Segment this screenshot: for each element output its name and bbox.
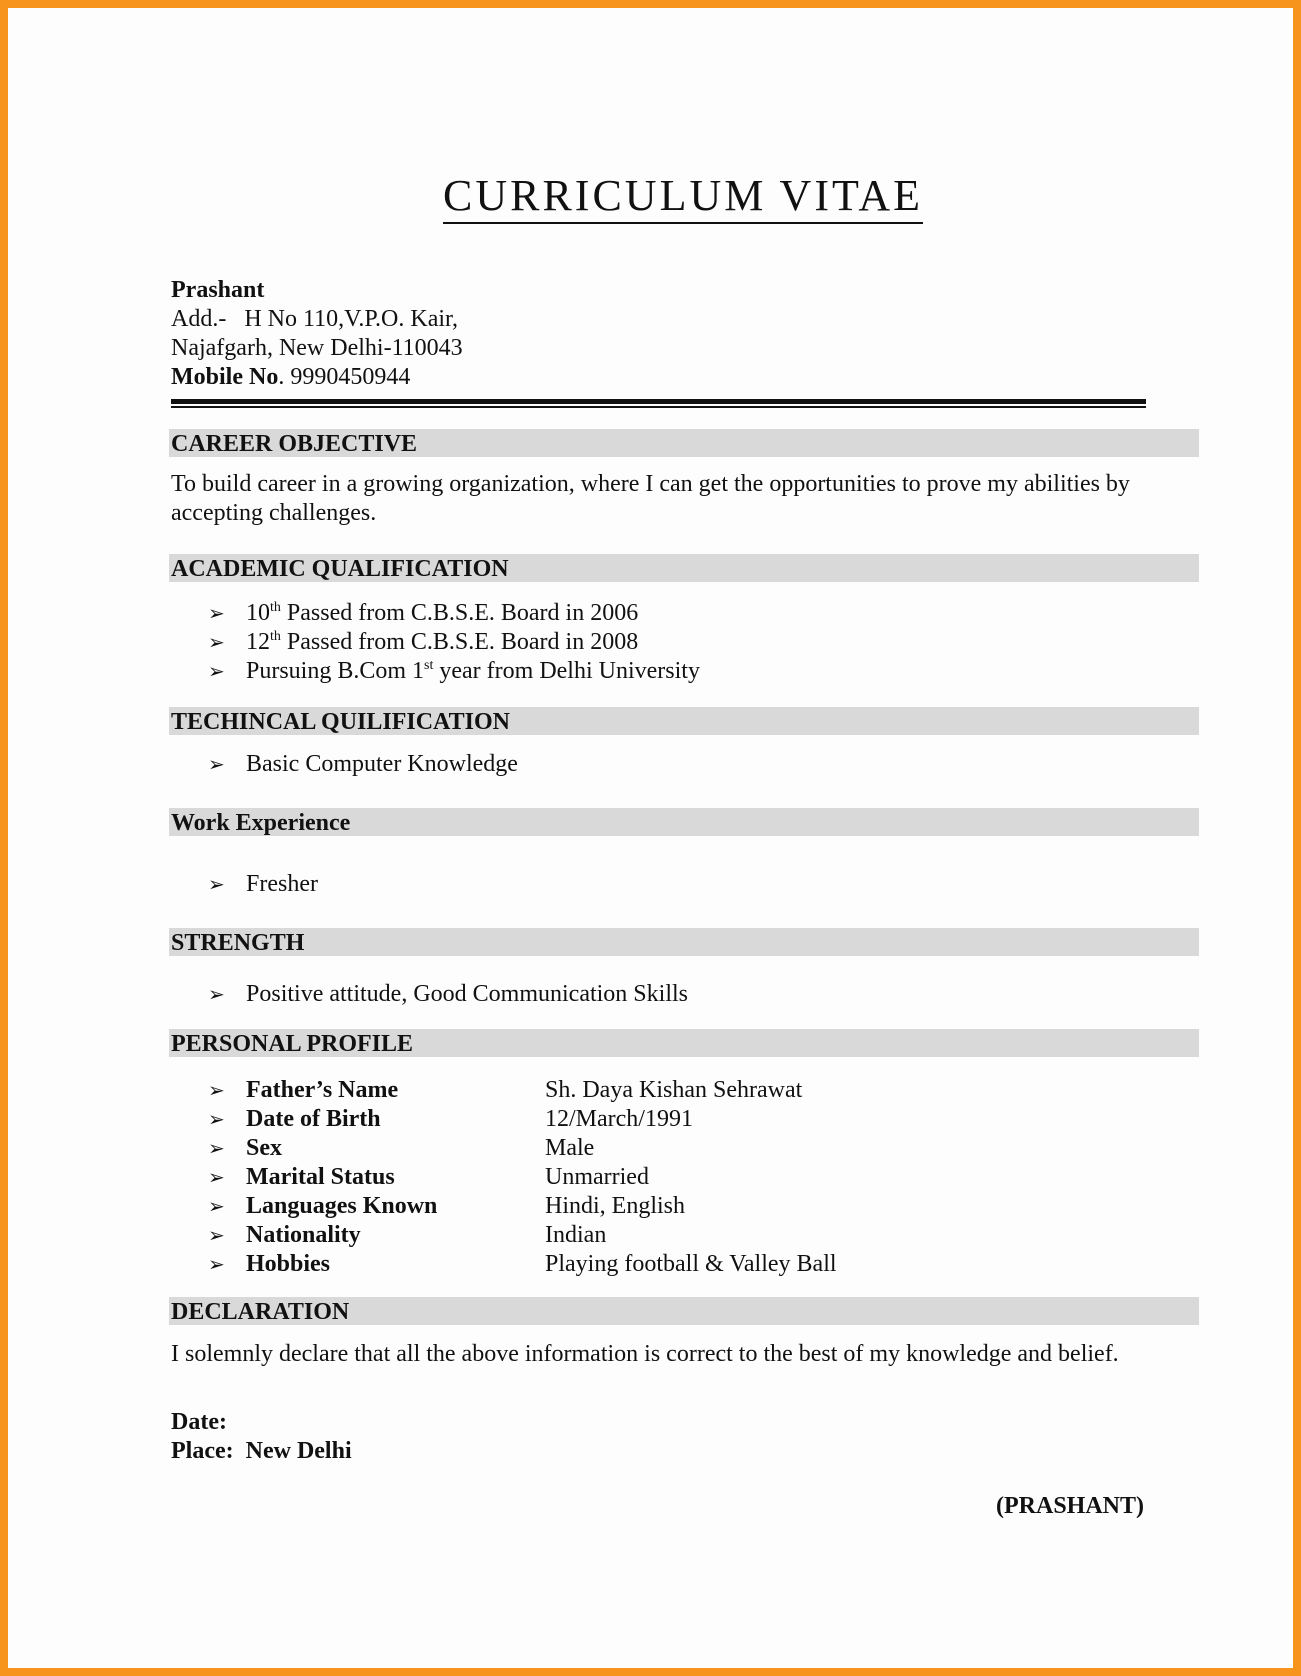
header-divider [171,399,1146,408]
date-label: Date: [171,1409,227,1435]
arrow-bullet-icon: ➢ [208,1165,225,1189]
list-item: ➢ Positive attitude, Good Communication Skills [208,981,688,1007]
list-item: ➢ 12th Passed from C.B.S.E. Board in 2008 [208,629,639,655]
list-item: ➢ Fresher [208,871,318,897]
arrow-bullet-icon: ➢ [208,1136,225,1160]
place-line: Place: New Delhi [171,1438,352,1464]
list-item: ➢ Basic Computer Knowledge [208,751,518,777]
address-line-1: Add.- H No 110,V.P.O. Kair, [171,306,459,332]
declaration-text: I solemnly declare that all the above information is correct to the best of my knowledge and belief. [171,1341,1119,1367]
candidate-name: Prashant [171,277,265,303]
resume-page: CURRICULUM VITAE Prashant Add.- H No 110,V.P.O. Kair, Najafgarh, New Delhi-110043 Mobile No. 9990450944 CAREER OBJECTIVE To build career in a growing organization, where I can get the opportunities to prove my abilities by accepting challenges. ACADEMIC QUALIFICATION ➢ 10th Passed from C.B.S.E. Board in 2006 ➢ 12th Passed from C.B.S.E. Board in 2008 ➢ Pursuing B.Com 1st year from Delhi University TECHINCAL QUILIFICATION ➢ Basic Computer Knowledge Work Experience ➢ Fresher STRENGTH ➢ Positive attitude, Good Communication Skills PERSONAL PROFILE ➢ Father’s Name Sh. Daya Kishan Sehrawat ➢ Date of Birth 12/March/1991 ➢ Sex Male ➢ Marital Status Unmarried ➢ Languages Known Hindi, English ➢ Nationality Indian ➢ Hobbies Playing football & Valley Ball DECLARATION I solemnly declare that all the above information is correct to the best of my knowledge and belief. Date: Place: New Delhi (PRASHANT) [8,8,1293,1668]
arrow-bullet-icon: ➢ [208,601,225,625]
arrow-bullet-icon: ➢ [208,630,225,654]
list-item: ➢ Pursuing B.Com 1st year from Delhi University [208,658,700,684]
section-heading-academic: ACADEMIC QUALIFICATION [169,554,1199,582]
academic-list [208,599,700,686]
section-heading-declaration: DECLARATION [169,1297,1199,1325]
arrow-bullet-icon: ➢ [208,1078,225,1102]
work-list [208,870,318,899]
technical-list [208,750,518,779]
arrow-bullet-icon: ➢ [208,1194,225,1218]
date-place-block [171,1408,352,1466]
document-title: CURRICULUM VITAE [8,170,1301,221]
section-heading-work: Work Experience [169,808,1199,836]
strength-list [208,980,688,1009]
arrow-bullet-icon: ➢ [208,659,225,683]
section-heading-strength: STRENGTH [169,928,1199,956]
signature-name: (PRASHANT) [996,1493,1144,1519]
arrow-bullet-icon: ➢ [208,982,225,1006]
arrow-bullet-icon: ➢ [208,1223,225,1247]
address-line-2: Najafgarh, New Delhi-110043 [171,335,463,361]
section-heading-career: CAREER OBJECTIVE [169,429,1199,457]
section-heading-profile: PERSONAL PROFILE [169,1029,1199,1057]
mobile-line: Mobile No. 9990450944 [171,364,411,390]
career-objective-text: To build career in a growing organization, where I can get the opportunities to prove my abilities by accepting challenges. [171,471,1130,526]
arrow-bullet-icon: ➢ [208,872,225,896]
arrow-bullet-icon: ➢ [208,752,225,776]
contact-block [171,276,463,392]
section-heading-technical: TECHINCAL QUILIFICATION [169,707,1199,735]
arrow-bullet-icon: ➢ [208,1252,225,1276]
list-item: ➢ 10th Passed from C.B.S.E. Board in 2006 [208,600,639,626]
arrow-bullet-icon: ➢ [208,1107,225,1131]
